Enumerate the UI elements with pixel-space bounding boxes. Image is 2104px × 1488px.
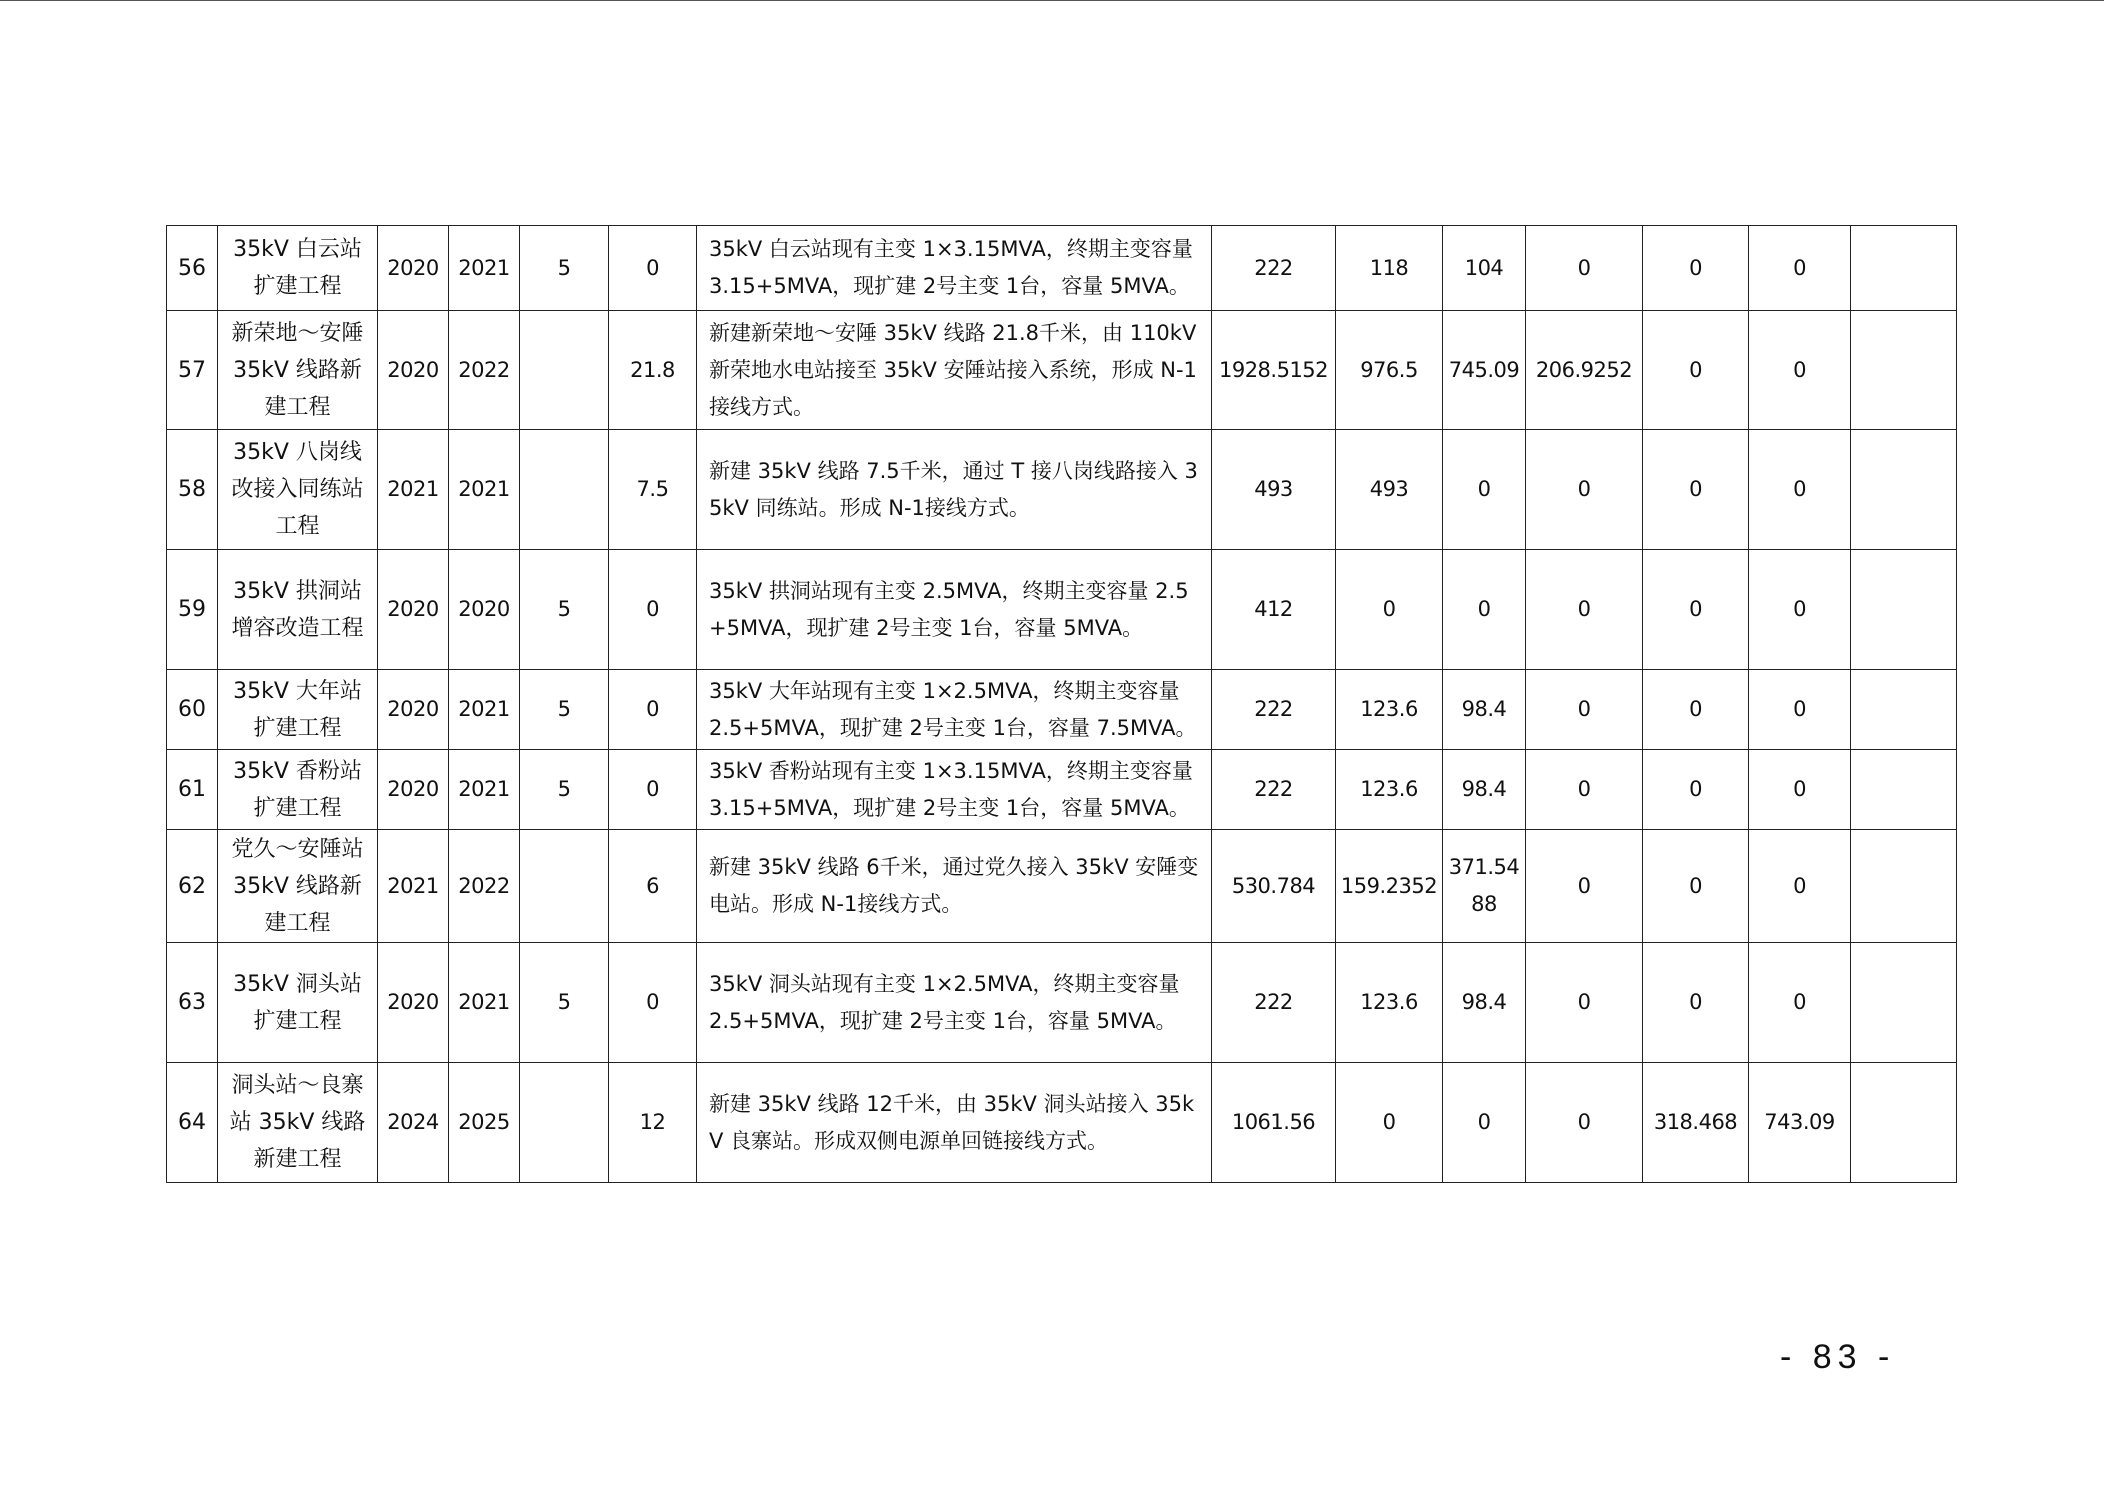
cell-investment-2024: 0 bbox=[1749, 550, 1851, 670]
cell-line-length-km: 12 bbox=[609, 1063, 697, 1183]
cell-start-year: 2020 bbox=[378, 670, 449, 750]
cell-remarks bbox=[1851, 1063, 1957, 1183]
cell-line-length-km: 7.5 bbox=[609, 430, 697, 550]
cell-capacity-mva bbox=[520, 830, 609, 943]
cell-line-length-km: 0 bbox=[609, 226, 697, 311]
cell-investment-2024: 0 bbox=[1749, 311, 1851, 430]
cell-investment-2022: 206.9252 bbox=[1526, 311, 1643, 430]
cell-capacity-mva: 5 bbox=[520, 670, 609, 750]
cell-line-length-km: 0 bbox=[609, 670, 697, 750]
cell-investment-2020: 159.2352 bbox=[1336, 830, 1443, 943]
cell-investment-2024: 0 bbox=[1749, 830, 1851, 943]
table-row bbox=[167, 1063, 1957, 1183]
cell-investment-2023: 318.468 bbox=[1643, 1063, 1749, 1183]
cell-capacity-mva bbox=[520, 1063, 609, 1183]
cell-investment-2022: 0 bbox=[1526, 670, 1643, 750]
cell-row-number: 63 bbox=[167, 943, 218, 1063]
cell-total-investment: 412 bbox=[1212, 550, 1336, 670]
cell-row-number: 61 bbox=[167, 750, 218, 830]
cell-project-name: 35kV 白云站扩建工程 bbox=[218, 226, 378, 311]
cell-investment-2022: 0 bbox=[1526, 1063, 1643, 1183]
cell-end-year: 2020 bbox=[449, 550, 520, 670]
cell-investment-2020: 493 bbox=[1336, 430, 1443, 550]
cell-line-length-km: 0 bbox=[609, 943, 697, 1063]
cell-remarks bbox=[1851, 430, 1957, 550]
cell-row-number: 58 bbox=[167, 430, 218, 550]
cell-project-description: 35kV 大年站现有主变 1×2.5MVA，终期主变容量 2.5+5MVA，现扩建 2号主变 1台，容量 7.5MVA。 bbox=[697, 670, 1212, 750]
cell-investment-2023: 0 bbox=[1643, 670, 1749, 750]
cell-project-description: 35kV 洞头站现有主变 1×2.5MVA，终期主变容量 2.5+5MVA，现扩建 2号主变 1台，容量 5MVA。 bbox=[697, 943, 1212, 1063]
cell-capacity-mva bbox=[520, 430, 609, 550]
cell-project-name: 35kV 八岗线改接入同练站工程 bbox=[218, 430, 378, 550]
cell-project-name: 35kV 洞头站扩建工程 bbox=[218, 943, 378, 1063]
cell-investment-2022: 0 bbox=[1526, 750, 1643, 830]
table-row bbox=[167, 550, 1957, 670]
cell-investment-2023: 0 bbox=[1643, 830, 1749, 943]
top-border-line bbox=[0, 0, 2104, 1]
cell-total-investment: 222 bbox=[1212, 750, 1336, 830]
cell-investment-2023: 0 bbox=[1643, 311, 1749, 430]
page-number: - 83 - bbox=[1780, 1338, 1896, 1376]
cell-capacity-mva: 5 bbox=[520, 226, 609, 311]
cell-investment-2022: 0 bbox=[1526, 550, 1643, 670]
cell-line-length-km: 0 bbox=[609, 550, 697, 670]
cell-total-investment: 530.784 bbox=[1212, 830, 1336, 943]
project-table bbox=[166, 225, 1957, 1183]
cell-investment-2020: 0 bbox=[1336, 550, 1443, 670]
cell-investment-2024: 0 bbox=[1749, 670, 1851, 750]
cell-capacity-mva bbox=[520, 311, 609, 430]
cell-investment-2020: 976.5 bbox=[1336, 311, 1443, 430]
cell-line-length-km: 6 bbox=[609, 830, 697, 943]
cell-remarks bbox=[1851, 830, 1957, 943]
cell-investment-2021: 0 bbox=[1443, 430, 1526, 550]
cell-project-name: 洞头站～良寨站 35kV 线路新建工程 bbox=[218, 1063, 378, 1183]
cell-project-description: 新建 35kV 线路 12千米，由 35kV 洞头站接入 35kV 良寨站。形成双侧电源单回链接线方式。 bbox=[697, 1063, 1212, 1183]
cell-end-year: 2021 bbox=[449, 943, 520, 1063]
cell-start-year: 2020 bbox=[378, 550, 449, 670]
cell-project-description: 35kV 拱洞站现有主变 2.5MVA，终期主变容量 2.5+5MVA，现扩建 2号主变 1台，容量 5MVA。 bbox=[697, 550, 1212, 670]
cell-project-description: 新建 35kV 线路 7.5千米，通过 T 接八岗线路接入 35kV 同练站。形成 N-1接线方式。 bbox=[697, 430, 1212, 550]
cell-row-number: 57 bbox=[167, 311, 218, 430]
cell-line-length-km: 0 bbox=[609, 750, 697, 830]
cell-remarks bbox=[1851, 943, 1957, 1063]
cell-row-number: 64 bbox=[167, 1063, 218, 1183]
cell-remarks bbox=[1851, 311, 1957, 430]
cell-project-description: 35kV 香粉站现有主变 1×3.15MVA，终期主变容量 3.15+5MVA，现扩建 2号主变 1台，容量 5MVA。 bbox=[697, 750, 1212, 830]
cell-total-investment: 1928.5152 bbox=[1212, 311, 1336, 430]
cell-investment-2022: 0 bbox=[1526, 943, 1643, 1063]
cell-total-investment: 493 bbox=[1212, 430, 1336, 550]
cell-investment-2023: 0 bbox=[1643, 750, 1749, 830]
cell-project-description: 新建新荣地～安陲 35kV 线路 21.8千米，由 110kV 新荣地水电站接至 35kV 安陲站接入系统，形成 N-1接线方式。 bbox=[697, 311, 1212, 430]
cell-end-year: 2022 bbox=[449, 311, 520, 430]
table-row bbox=[167, 226, 1957, 311]
cell-investment-2020: 123.6 bbox=[1336, 670, 1443, 750]
cell-remarks bbox=[1851, 226, 1957, 311]
cell-project-name: 党久～安陲站 35kV 线路新建工程 bbox=[218, 830, 378, 943]
cell-end-year: 2021 bbox=[449, 430, 520, 550]
cell-start-year: 2020 bbox=[378, 311, 449, 430]
cell-row-number: 59 bbox=[167, 550, 218, 670]
cell-project-description: 35kV 白云站现有主变 1×3.15MVA，终期主变容量 3.15+5MVA，现扩建 2号主变 1台，容量 5MVA。 bbox=[697, 226, 1212, 311]
cell-project-name: 35kV 香粉站扩建工程 bbox=[218, 750, 378, 830]
table-row bbox=[167, 830, 1957, 943]
cell-total-investment: 222 bbox=[1212, 670, 1336, 750]
cell-project-description: 新建 35kV 线路 6千米，通过党久接入 35kV 安陲变电站。形成 N-1接线方式。 bbox=[697, 830, 1212, 943]
cell-end-year: 2022 bbox=[449, 830, 520, 943]
cell-total-investment: 222 bbox=[1212, 226, 1336, 311]
cell-row-number: 56 bbox=[167, 226, 218, 311]
cell-investment-2020: 123.6 bbox=[1336, 943, 1443, 1063]
cell-investment-2024: 0 bbox=[1749, 430, 1851, 550]
cell-investment-2023: 0 bbox=[1643, 226, 1749, 311]
cell-capacity-mva: 5 bbox=[520, 943, 609, 1063]
cell-remarks bbox=[1851, 550, 1957, 670]
cell-start-year: 2021 bbox=[378, 830, 449, 943]
cell-investment-2023: 0 bbox=[1643, 943, 1749, 1063]
table-row bbox=[167, 311, 1957, 430]
cell-project-name: 35kV 大年站扩建工程 bbox=[218, 670, 378, 750]
table-row bbox=[167, 430, 1957, 550]
cell-row-number: 60 bbox=[167, 670, 218, 750]
cell-total-investment: 222 bbox=[1212, 943, 1336, 1063]
cell-line-length-km: 21.8 bbox=[609, 311, 697, 430]
cell-investment-2021: 745.09 bbox=[1443, 311, 1526, 430]
cell-investment-2022: 0 bbox=[1526, 226, 1643, 311]
cell-investment-2021: 0 bbox=[1443, 550, 1526, 670]
cell-investment-2024: 0 bbox=[1749, 750, 1851, 830]
cell-investment-2023: 0 bbox=[1643, 550, 1749, 670]
cell-project-name: 新荣地～安陲 35kV 线路新建工程 bbox=[218, 311, 378, 430]
project-table-container bbox=[166, 225, 1956, 1183]
cell-investment-2024: 0 bbox=[1749, 226, 1851, 311]
cell-capacity-mva: 5 bbox=[520, 550, 609, 670]
cell-investment-2021: 98.4 bbox=[1443, 670, 1526, 750]
project-table-body bbox=[167, 226, 1957, 1183]
cell-investment-2021: 371.5488 bbox=[1443, 830, 1526, 943]
cell-row-number: 62 bbox=[167, 830, 218, 943]
cell-investment-2021: 98.4 bbox=[1443, 750, 1526, 830]
cell-investment-2021: 104 bbox=[1443, 226, 1526, 311]
cell-start-year: 2020 bbox=[378, 750, 449, 830]
cell-end-year: 2021 bbox=[449, 750, 520, 830]
cell-start-year: 2024 bbox=[378, 1063, 449, 1183]
cell-capacity-mva: 5 bbox=[520, 750, 609, 830]
cell-remarks bbox=[1851, 750, 1957, 830]
cell-end-year: 2021 bbox=[449, 670, 520, 750]
cell-investment-2021: 0 bbox=[1443, 1063, 1526, 1183]
cell-end-year: 2021 bbox=[449, 226, 520, 311]
cell-investment-2023: 0 bbox=[1643, 430, 1749, 550]
cell-start-year: 2020 bbox=[378, 943, 449, 1063]
cell-investment-2020: 123.6 bbox=[1336, 750, 1443, 830]
cell-project-name: 35kV 拱洞站增容改造工程 bbox=[218, 550, 378, 670]
cell-investment-2024: 0 bbox=[1749, 943, 1851, 1063]
cell-end-year: 2025 bbox=[449, 1063, 520, 1183]
table-row bbox=[167, 750, 1957, 830]
cell-investment-2020: 0 bbox=[1336, 1063, 1443, 1183]
cell-investment-2021: 98.4 bbox=[1443, 943, 1526, 1063]
cell-remarks bbox=[1851, 670, 1957, 750]
cell-investment-2022: 0 bbox=[1526, 830, 1643, 943]
table-row bbox=[167, 670, 1957, 750]
cell-total-investment: 1061.56 bbox=[1212, 1063, 1336, 1183]
table-row bbox=[167, 943, 1957, 1063]
cell-start-year: 2021 bbox=[378, 430, 449, 550]
cell-investment-2024: 743.09 bbox=[1749, 1063, 1851, 1183]
cell-investment-2022: 0 bbox=[1526, 430, 1643, 550]
cell-investment-2020: 118 bbox=[1336, 226, 1443, 311]
cell-start-year: 2020 bbox=[378, 226, 449, 311]
